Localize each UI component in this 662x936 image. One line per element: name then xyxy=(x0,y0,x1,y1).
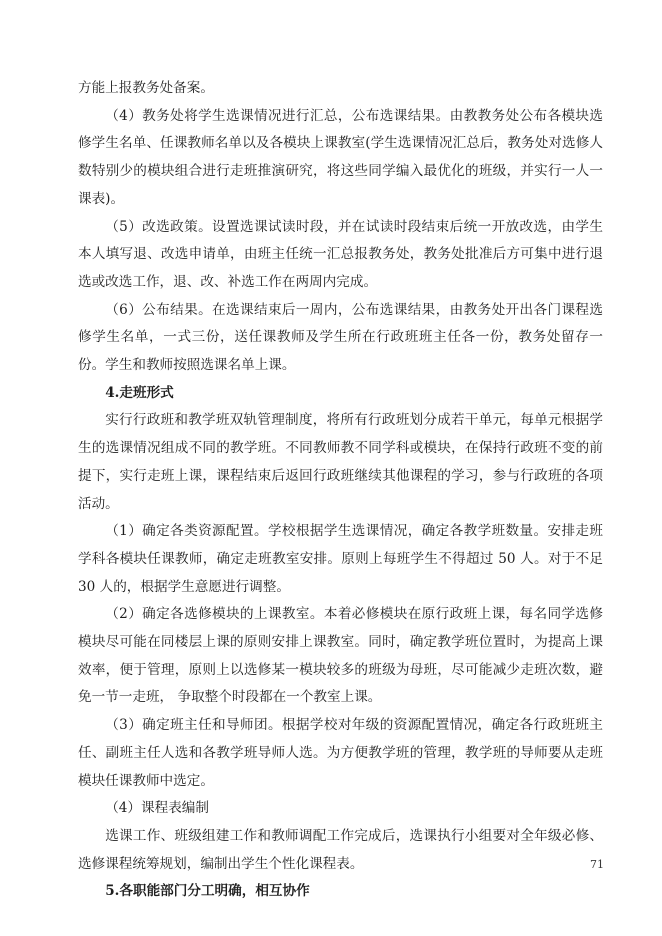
paragraph: 方能上报教务处备案。 xyxy=(78,80,214,96)
paragraph: （6）公布结果。在选课结束后一周内，公布选课结果，由教务处开出各门课程选修学生名单，一式三份，送任课教师及学生所在行政班班主任各一份，教务处留存一份。学生和教师按照选课名单上课。 xyxy=(78,301,603,374)
section-heading: 5.各职能部门分工明确，相互协作 xyxy=(105,883,310,900)
paragraph: （5）改选政策。设置选课试读时段，并在试读时段结束后统一开放改选，由学生本人填写退、改选申请单，由班主任统一汇总报教务处，教务处批准后方可集中进行退选或改选工作，退、改、补选工作在两周内完成。 xyxy=(78,218,603,290)
paragraph: （2）确定各选修模块的上课教室。本着必修模块在原行政班上课，每名同学选修模块尽可能在同楼层上课的原则安排上课教室。同时，确定教学班位置时，为提高上课效率，便于管理，原则上以选修某一模块较多的班级为母班，尽可能减少走班次数，避免一节一走班， 争取整个时段都在一个教室上课。 xyxy=(78,606,603,706)
paragraph: 选课工作、班级组建工作和教师调配工作完成后，选课执行小组要对全年级必修、选修课程统筹规划，编制出学生个性化课程表。 xyxy=(78,827,603,872)
page-number: 71 xyxy=(590,858,604,871)
paragraph: 实行行政班和教学班双轨管理制度，将所有行政班划分成若干单元，每单元根据学生的选课情况组成不同的教学班。不同教师教不同学科或模块，在保持行政班不变的前提下，实行走班上课，课程结束后返回行政班继续其他课程的学习，参与行政班的各项活动。 xyxy=(78,412,603,512)
paragraph: （1）确定各类资源配置。学校根据学生选课情况，确定各教学班数量。安排走班学科各模块任课教师，确定走班教室安排。原则上每班学生不得超过 50 人。对于不足 30 人的，根据学生意愿进行调整。 xyxy=(78,523,603,595)
paragraph: （4）教务处将学生选课情况进行汇总，公布选课结果。由教教务处公布各模块选修学生名单、任课教师名单以及各模块上课教室(学生选课情况汇总后，教务处对选修人数特别少的模块组合进行走班推演研究，将这些同学编入最优化的班级，并实行一人一课表)。 xyxy=(78,107,603,207)
section-heading: 4.走班形式 xyxy=(105,384,174,401)
document-body xyxy=(78,75,603,906)
paragraph: （3）确定班主任和导师团。根据学校对年级的资源配置情况，确定各行政班班主任、副班主任人选和各教学班导师人选。为方便教学班的管理，教学班的导师要从走班模块任课教师中选定。 xyxy=(78,717,603,789)
paragraph: （4）课程表编制 xyxy=(105,800,209,817)
